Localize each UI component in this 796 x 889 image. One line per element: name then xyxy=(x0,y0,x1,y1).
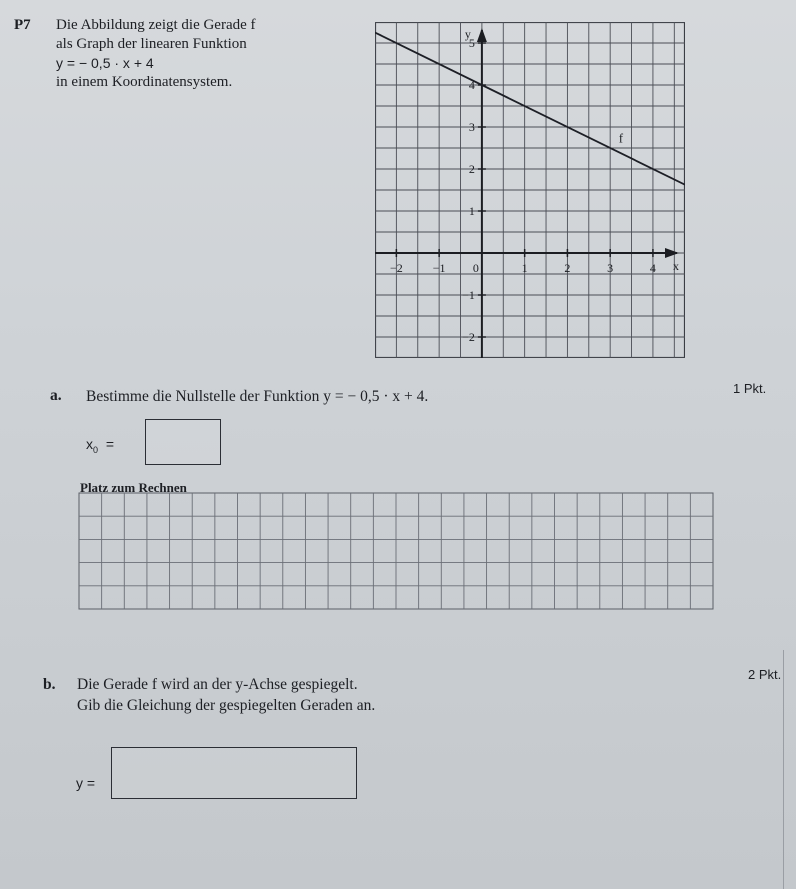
intro-equation: y = − 0,5 · x + 4 xyxy=(56,55,154,71)
part-b-line-1: Die Gerade f wird an der y-Achse gespiegelt. xyxy=(77,676,358,693)
graph-line-f xyxy=(375,33,685,185)
x-tick-label: 0 xyxy=(472,261,479,275)
x0-variable: x xyxy=(86,436,93,452)
intro-line-1: Die Abbildung zeigt die Gerade f xyxy=(56,17,256,33)
y-tick-label: 2 xyxy=(468,162,475,176)
task-intro xyxy=(56,16,256,92)
x-tick-label: 3 xyxy=(607,261,614,275)
y-tick-label: 3 xyxy=(468,120,475,134)
x0-answer-box[interactable] xyxy=(145,419,221,465)
y-axis-arrow xyxy=(477,28,487,42)
x-tick-label: 4 xyxy=(649,261,656,275)
part-a-points: 1 Pkt. xyxy=(733,381,767,396)
x-tick-label: 2 xyxy=(564,261,571,275)
x-tick-label: −2 xyxy=(389,261,403,275)
y-tick-label: 1 xyxy=(468,204,475,218)
line-f-label: f xyxy=(618,130,624,146)
x0-answer-label xyxy=(86,436,115,455)
coordinate-graph xyxy=(375,22,685,358)
part-b-label: b. xyxy=(43,676,56,693)
x-axis-label: x xyxy=(673,259,679,273)
part-b-points: 2 Pkt. xyxy=(748,667,782,682)
line-f xyxy=(375,33,685,185)
part-b-line-2: Gib die Gleichung der gespiegelten Geraden an. xyxy=(77,697,376,714)
scratch-grid[interactable] xyxy=(78,492,714,610)
x-axis-arrow xyxy=(665,248,679,258)
x-tick-label: −1 xyxy=(432,261,446,275)
y-tick-label: 4 xyxy=(468,78,475,92)
task-label: P7 xyxy=(14,17,31,33)
x-tick-label: 1 xyxy=(521,261,528,275)
scratch-label: Platz zum Rechnen xyxy=(80,480,187,495)
y-tick-label: 5 xyxy=(468,36,475,50)
x0-subscript: 0 xyxy=(93,445,99,455)
grid xyxy=(375,22,685,358)
intro-line-4: in einem Koordinatensystem. xyxy=(56,74,233,90)
x0-equals: = xyxy=(105,436,115,452)
y-tick-label: −1 xyxy=(462,288,475,302)
y-answer-box[interactable] xyxy=(111,747,357,799)
y-axis-label: y xyxy=(464,27,471,41)
y-answer-label: y = xyxy=(76,775,96,791)
axes xyxy=(375,28,679,358)
y-tick-label: −2 xyxy=(462,330,475,344)
part-a-text: Bestimme die Nullstelle der Funktion y = − 0,5 · x + 4. xyxy=(86,388,429,405)
intro-line-2: als Graph der linearen Funktion xyxy=(56,36,247,52)
part-b-text xyxy=(77,674,375,716)
page-edge-line xyxy=(783,650,784,889)
part-a-label: a. xyxy=(50,387,62,404)
axis-labels xyxy=(390,27,679,344)
